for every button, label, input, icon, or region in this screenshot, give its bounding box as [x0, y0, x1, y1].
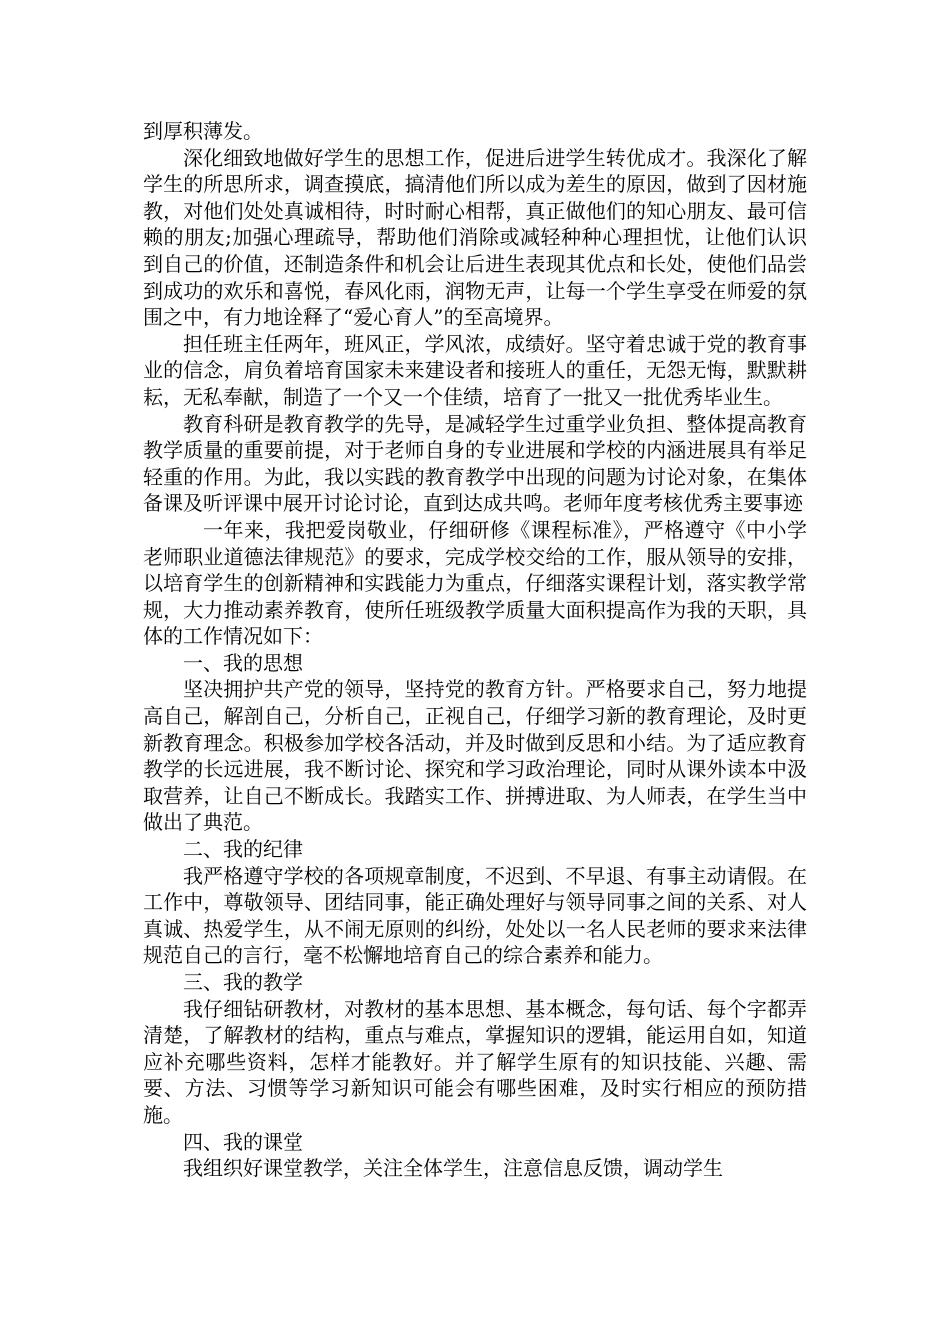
paragraph-student-thought-work: 深化细致地做好学生的思想工作，促进后进学生转优成才。我深化了解学生的所思所求，调查摸底，搞清他们所以成为差生的原因，做到了因材施教，对他们处处真诚相待，时时耐心相帮，真正做他们的知心朋友、最可信赖的朋友;加强心理疏导，帮助他们消除或减轻种种心理担忧，让他们认识到自己的价值，还制造条件和机会让后进生表现其优点和长处，使他们品尝到成功的欢乐和喜悦，春风化雨，润物无声，让每一个学生享受在师爱的氛围之中，有力地诠释了“爱心育人”的至高境界。 — [143, 145, 807, 330]
section-heading-classroom: 四、我的课堂 — [183, 1129, 303, 1154]
section-heading-teaching: 三、我的教学 — [183, 970, 303, 994]
paragraph-teaching: 我仔细钻研教材，对教材的基本思想、基本概念，每句话、每个字都弄清楚，了解教材的结构，重点与难点，掌握知识的逻辑，能运用自如，知道应补充哪些资料，怎样才能教好。并了解学生原有的知识技能、兴趣、需要、方法、习惯等学习新知识可能会有哪些困难，及时实行相应的预防措施。 — [143, 996, 807, 1127]
paragraph-education-research: 教育科研是教育教学的先导，是减轻学生过重学业负担、整体提高教育教学质量的重要前提，对于老师自身的专业进展和学校的内涵进展具有举足轻重的作用。为此，我以实践的教育教学中出现的问题为讨论对象，在集体备课及听评课中展开讨论讨论，直到达成共鸣。老师年度考核优秀主要事迹 — [143, 411, 807, 516]
paragraph-continuation: 到厚积薄发。 — [143, 119, 263, 143]
section-heading-thought: 一、我的思想 — [183, 650, 303, 675]
section-heading-discipline: 二、我的纪律 — [183, 837, 303, 862]
paragraph-head-teacher: 担任班主任两年，班风正，学风浓，成绩好。坚守着忠诚于党的教育事业的信念，肩负着培育国家未来建设者和接班人的重任，无怨无悔，默默耕耘，无私奉献，制造了一个又一个佳绩，培育了一批又一批优秀毕业生。 — [143, 331, 807, 409]
paragraph-thought: 坚决拥护共产党的领导，坚持党的教育方针。严格要求自己，努力地提高自己，解剖自己，分析自己，正视自己，仔细学习新的教育理论，及时更新教育理念。积极参加学校各活动，并及时做到反思和小结。为了适应教育教学的长远进展，我不断讨论、探究和学习政治理论，同时从课外读本中汲取营养，让自己不断成长。我踏实工作、拼搏进取、为人师表，在学生当中做出了典范。 — [143, 677, 807, 835]
document-body — [143, 118, 807, 1182]
paragraph-discipline: 我严格遵守学校的各项规章制度，不迟到、不早退、有事主动请假。在工作中，尊敬领导、团结同事，能正确处理好与领导同事之间的关系、对人真诚、热爱学生，从不闹无原则的纠纷，处处以一名人民老师的要求来法律规范自己的言行，毫不松懈地培育自己的综合素养和能力。 — [143, 863, 807, 968]
paragraph-year-summary: 一年来，我把爱岗敬业，仔细研修《课程标准》，严格遵守《中小学老师职业道德法律规范》的要求，完成学校交给的工作，服从领导的安排，以培育学生的创新精神和实践能力为重点，仔细落实课程计划，落实教学常规，大力推动素养教育，使所任班级教学质量大面积提高作为我的天职，具体的工作情况如下： — [143, 517, 807, 649]
paragraph-classroom: 我组织好课堂教学，关注全体学生，注意信息反馈，调动学生 — [183, 1156, 723, 1181]
